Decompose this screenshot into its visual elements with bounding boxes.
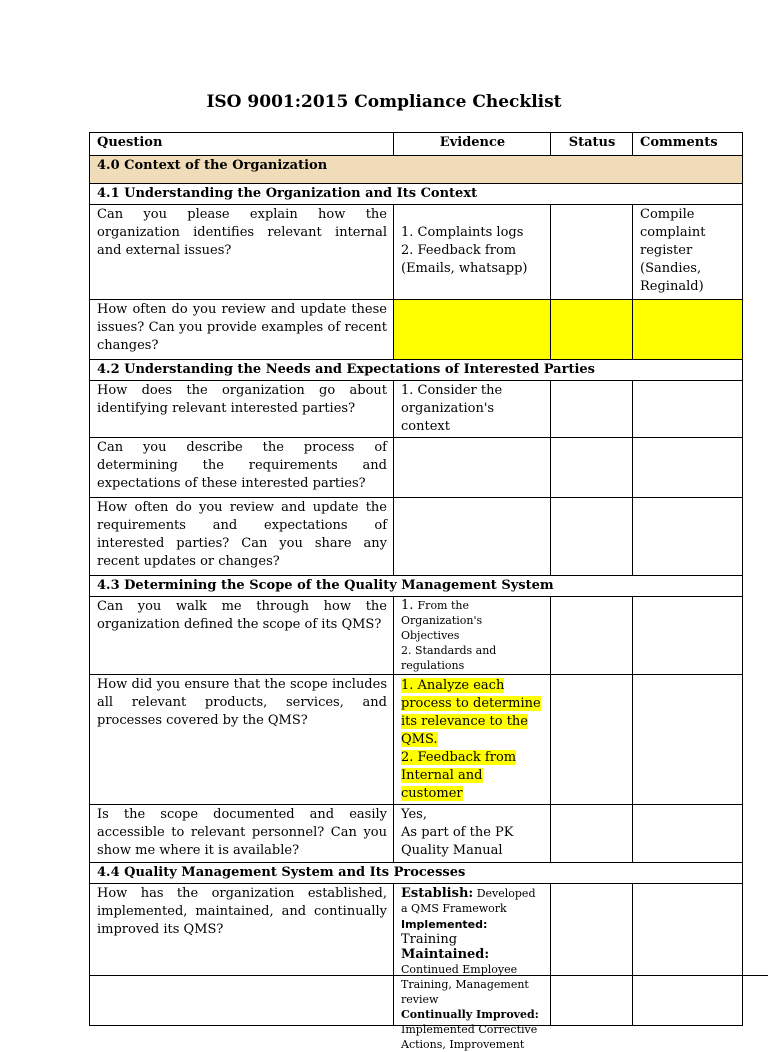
maintained-text: Continued Employee Training, Management review [401,963,529,1006]
comments-cell[interactable] [633,381,743,438]
status-cell[interactable] [551,300,633,360]
highlighted-text: 2. Feedback from [401,750,517,765]
comment-line: complaint [640,225,706,240]
status-cell[interactable] [551,884,633,1026]
comments-cell[interactable] [633,597,743,675]
evidence-line: 2. Standards and regulations [401,644,497,672]
establish-text: Developed a QMS Framework [401,887,536,915]
header-status: Status [551,133,633,156]
comment-line: Compile [640,207,695,222]
evidence-line [401,731,544,749]
table-row [90,381,743,438]
question-cell: How did you ensure that the scope includes all relevant products, services, and processes covered by the QMS? [90,675,394,805]
question-cell: Can you describe the process of determining the requirements and expectations of these interested parties? [90,438,394,498]
evidence-cell [394,381,551,438]
comments-cell[interactable] [633,884,743,1026]
evidence-line [401,749,544,767]
evidence-line: 1. Consider the [401,383,503,398]
page-rule-line [89,975,768,976]
comments-cell[interactable] [633,675,743,805]
evidence-line: organization's context [401,401,495,434]
evidence-text: From the Organization's Objectives [401,599,483,642]
table-row [90,205,743,300]
compliance-checklist-table [89,132,743,1051]
evidence-block [401,886,544,1051]
section-title: 4.0 Context of the Organization [90,156,743,184]
implemented-text: Training [401,932,458,947]
evidence-cell [394,884,551,1051]
highlighted-text: Internal and customer [401,768,483,801]
header-comments: Comments [633,133,743,156]
status-cell[interactable] [551,498,633,576]
evidence-cell[interactable] [394,498,551,576]
comment-line: (Sandies, [640,261,702,276]
comments-cell[interactable] [633,805,743,863]
evidence-line [401,713,544,731]
evidence-cell [394,675,551,805]
status-cell[interactable] [551,205,633,300]
comments-cell[interactable] [633,300,743,360]
evidence-cell [394,597,551,675]
table-row [90,675,743,805]
subsection-4-2: 4.2 Understanding the Needs and Expectations of Interested Parties [90,360,743,381]
table-row [90,805,743,863]
table-row [90,597,743,675]
comments-cell[interactable] [633,438,743,498]
evidence-line: (Emails, whatsapp) [401,261,528,276]
implemented-label: Implemented: [401,918,488,931]
improved-text: Implemented Corrective Actions, Improvement [401,1023,538,1051]
subsection-row [90,184,743,205]
evidence-line [401,767,544,803]
table-row [90,300,743,360]
subsection-row [90,360,743,381]
evidence-line [401,917,544,947]
evidence-line: Yes, [401,807,427,822]
comments-cell[interactable] [633,498,743,576]
table-row [90,438,743,498]
evidence-line [401,886,544,916]
evidence-cell [394,205,551,300]
evidence-line: 2. Feedback from [401,243,517,258]
improved-label: Continually Improved: [401,1008,539,1021]
subsection-4-1: 4.1 Understanding the Organization and Its Context [90,184,743,205]
comments-cell [633,205,743,300]
table-row [90,884,743,1026]
table-header-row [90,133,743,156]
evidence-line [401,677,544,695]
evidence-line: Quality Manual [401,843,503,858]
status-cell[interactable] [551,675,633,805]
question-cell: How does the organization go about identifying relevant interested parties? [90,381,394,438]
highlighted-text: process to determine [401,696,541,711]
status-cell[interactable] [551,381,633,438]
evidence-line: 1. Complaints logs [401,225,524,240]
comment-line: register [640,243,693,258]
section-row [90,156,743,184]
question-cell: How has the organization established, implemented, maintained, and continually improved its QMS? [90,884,394,1026]
table-row [90,498,743,576]
document-title: ISO 9001:2015 Compliance Checklist [206,92,562,112]
header-question: Question [90,133,394,156]
status-cell[interactable] [551,597,633,675]
status-cell[interactable] [551,805,633,863]
subsection-4-4: 4.4 Quality Management System and Its Processes [90,863,743,884]
establish-label: Establish: [401,886,474,901]
highlighted-text: 1. Analyze each [401,678,505,693]
comment-line: Reginald) [640,279,704,294]
highlighted-text: its relevance to the [401,714,528,729]
evidence-line [401,598,544,643]
question-cell: How often do you review and update the requirements and expectations of interested parties? Can you share any recent updates or changes? [90,498,394,576]
evidence-cell[interactable] [394,438,551,498]
question-cell: Is the scope documented and easily accessible to relevant personnel? Can you show me where it is available? [90,805,394,863]
status-cell[interactable] [551,438,633,498]
question-cell: How often do you review and update these issues? Can you provide examples of recent changes? [90,300,394,360]
subsection-row [90,863,743,884]
maintained-label: Maintained: [401,947,490,962]
highlighted-text: QMS. [401,732,438,747]
evidence-cell [394,805,551,863]
question-cell: Can you please explain how the organization identifies relevant internal and external issues? [90,205,394,300]
evidence-line [401,695,544,713]
question-cell: Can you walk me through how the organization defined the scope of its QMS? [90,597,394,675]
subsection-row [90,576,743,597]
header-evidence: Evidence [394,133,551,156]
evidence-line: As part of the PK [401,825,514,840]
evidence-line [401,947,544,1007]
evidence-cell[interactable] [394,300,551,360]
evidence-number: 1. [401,598,418,613]
subsection-4-3: 4.3 Determining the Scope of the Quality Management System [90,576,743,597]
